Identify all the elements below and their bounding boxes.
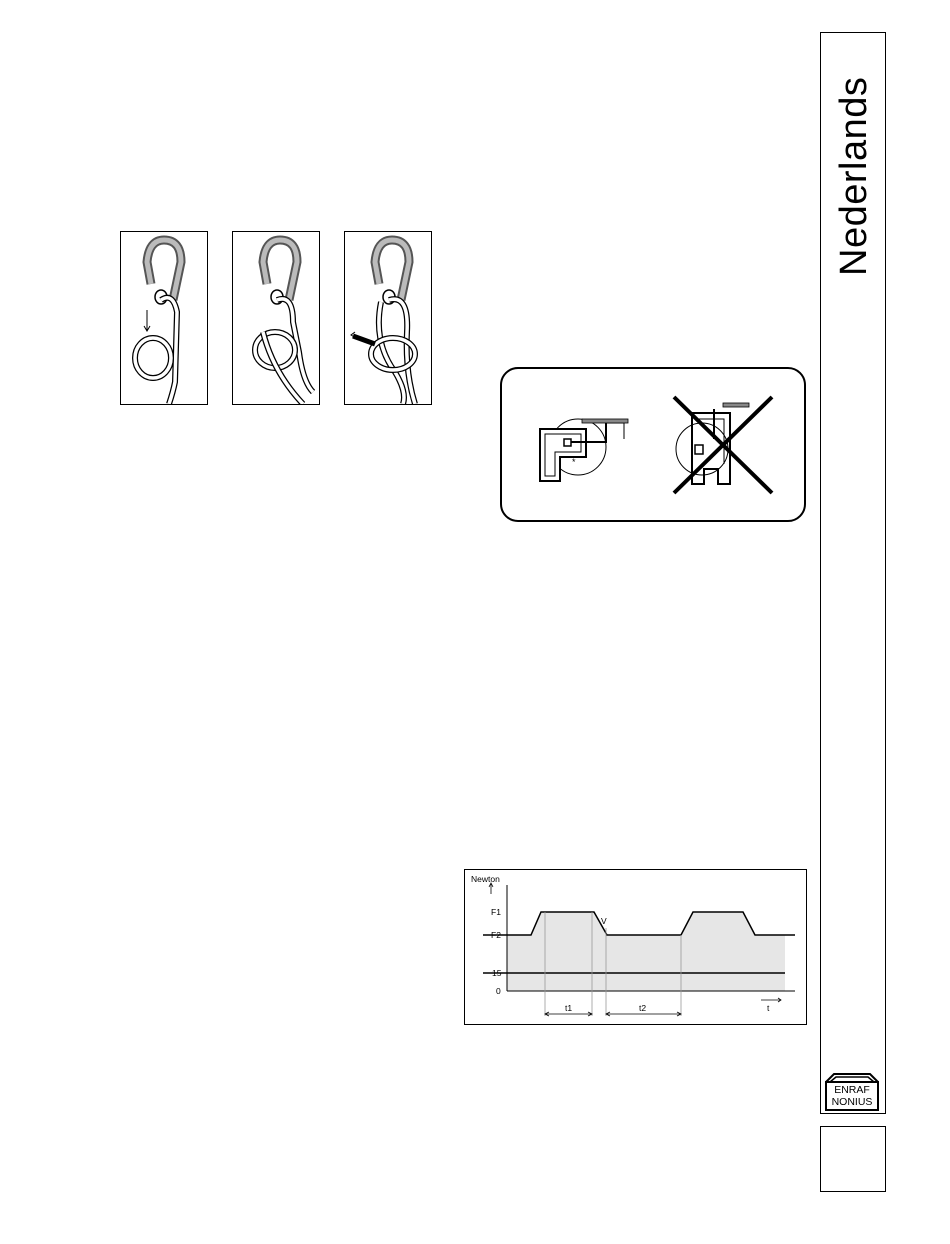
incorrect-mounting-illustration [674, 397, 772, 493]
page-number-box [820, 1126, 886, 1192]
interval-t1-label: t1 [565, 1003, 573, 1013]
correct-mounting-illustration [540, 419, 628, 481]
level-f1-label: F1 [491, 907, 501, 917]
logo-line2: NONIUS [831, 1096, 873, 1108]
mounting-warning-panel [500, 367, 806, 522]
x-axis-label: t [767, 1003, 770, 1013]
level-15-label: 15 [492, 968, 502, 978]
svg-text:*: * [572, 457, 576, 467]
marker-v-label: V [601, 916, 607, 926]
force-time-graph [464, 869, 807, 1025]
knot-step-2-illustration [232, 231, 320, 405]
enraf-nonius-logo [822, 1068, 882, 1114]
language-label: Nederlands [833, 76, 875, 276]
y-unit-label: Newton [471, 874, 500, 884]
logo-line1: ENRAF [834, 1084, 870, 1096]
knot-step-1-illustration [120, 231, 208, 405]
level-zero-label: 0 [496, 986, 501, 996]
level-f2-label: F2 [491, 930, 501, 940]
interval-t2-label: t2 [639, 1003, 647, 1013]
knot-step-3-illustration [344, 231, 432, 405]
